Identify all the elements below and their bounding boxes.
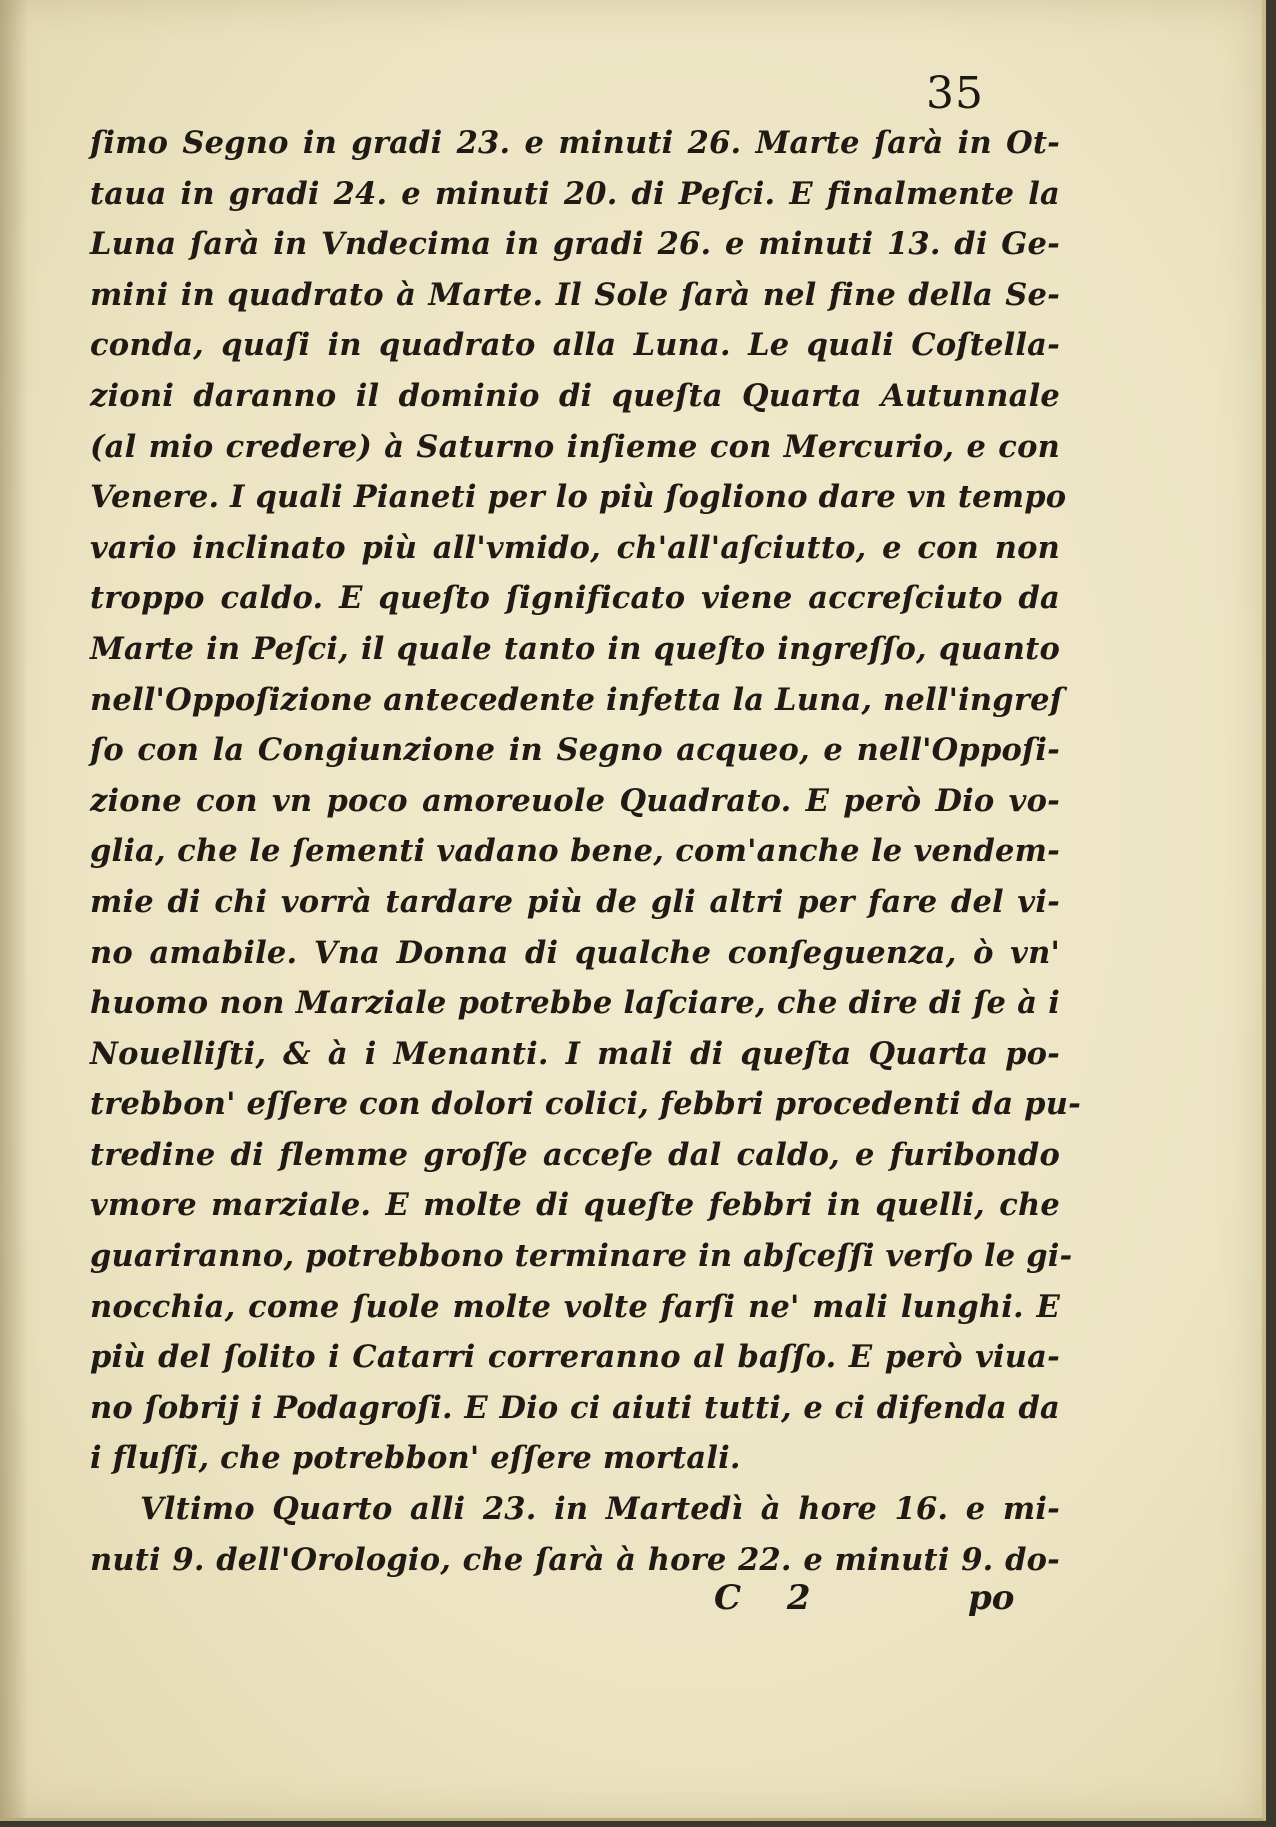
text-line: Venere. I quali Pianeti per lo più ſogliono dare vn tempo [90,479,1067,516]
catchword: po [968,1578,1015,1618]
text-line: mini in quadrato à Marte. Il Sole ſarà nel fine della Se- [90,276,1060,313]
page-number: 35 [926,68,984,119]
text-line: nell'Oppoſizione antecedente infetta la Luna, nell'ingreſ [90,681,1064,718]
page-gutter-shadow [0,0,28,1818]
text-line: conda, quaſi in quadrato alla Luna. Le quali Coſtella- [90,327,1060,364]
text-line: più del ſolito i Catarri correranno al baſſo. E però viua- [90,1339,1060,1376]
text-line: ſimo Segno in gradi 23. e minuti 26. Marte ſarà in Ot- [90,125,1060,161]
text-line: vmore marziale. E molte di queſte febbri in quelli, che [90,1187,1060,1224]
text-line: zione con vn poco amoreuole Quadrato. E però Dio vo- [90,782,1060,819]
text-line: trebbon' eſſere con dolori colici, febbri procedenti da pu- [90,1086,1081,1123]
text-line: zioni daranno il dominio di queſta Quarta Autunnale [90,377,1060,414]
text-line: troppo caldo. E queſto ſignificato viene accreſciuto da [90,580,1060,617]
text-line: Luna ſarà in Vndecima in gradi 26. e minuti 13. di Ge- [90,226,1060,263]
text-line: glia, che le ſementi vadano bene, com'anche le vendem- [90,833,1060,870]
text-line: vario inclinato più all'vmido, ch'all'aſciutto, e con non [90,529,1060,566]
text-line: ſo con la Congiunzione in Segno acqueo, e nell'Oppoſi- [90,732,1060,769]
text-line: no ſobrij i Podagroſi. E Dio ci aiuti tutti, e ci difenda da [90,1389,1060,1426]
text-line: nuti 9. dell'Orologio, che ſarà à hore 22. e minuti 9. do- [90,1541,1060,1578]
signature-mark: C 2 [714,1578,811,1618]
text-line: no amabile. Vna Donna di qualche conſeguenza, ò vn' [90,934,1060,971]
text-line: Nouelliſti, & à i Menanti. I mali di queſta Quarta po- [90,1035,1060,1072]
page-footer [0,1578,1262,1638]
text-line: guariranno, potrebbono terminare in abſceſſi verſo le gi- [90,1238,1073,1275]
text-line: i fluſſi, che potrebbon' eſſere mortali. [90,1440,741,1477]
text-line: huomo non Marziale potrebbe laſciare, che dire di ſe à i [90,985,1060,1022]
text-line: nocchia, come ſuole molte volte farſi ne' mali lunghi. E [90,1288,1060,1325]
text-line: (al mio credere) à Saturno inſieme con Mercurio, e con [90,428,1060,465]
text-line: Vltimo Quarto alli 23. in Martedì à hore 16. e mi- [140,1491,1060,1528]
text-line: taua in gradi 24. e minuti 20. di Peſci. E finalmente la [90,175,1060,212]
text-line: mie di chi vorrà tardare più de gli altri per fare del vi- [90,883,1060,920]
text-line: Marte in Peſci, il quale tanto in queſto ingreſſo, quanto [90,630,1060,667]
text-line: tredine di flemme groſſe acceſe dal caldo, e furibondo [90,1136,1060,1173]
text-body [90,118,1081,1585]
